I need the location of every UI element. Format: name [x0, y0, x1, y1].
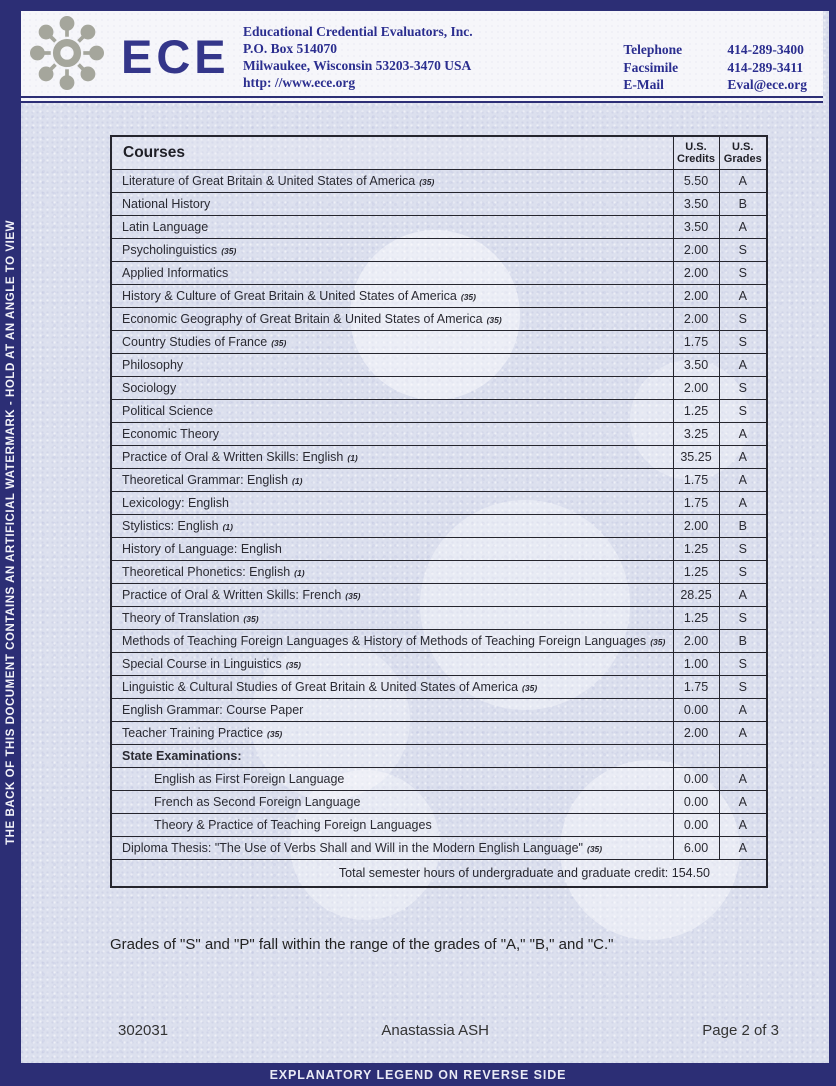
table-row: [111, 261, 767, 284]
email-value: Eval@ece.org: [727, 77, 807, 92]
email-label: E-Mail: [623, 77, 664, 92]
course-name: Theoretical Phonetics: English: [122, 564, 291, 579]
course-name: English Grammar: Course Paper: [122, 702, 304, 717]
footnote-reference: (1): [292, 475, 303, 486]
total-value: 154.50: [671, 865, 710, 880]
footnote-reference: (35): [650, 636, 666, 647]
table-footer: [111, 859, 767, 887]
course-name-cell: [111, 307, 673, 330]
course-name: Lexicology: English: [122, 495, 230, 510]
table-row: [111, 652, 767, 675]
credits-cell: 1.75: [673, 468, 719, 491]
course-name-cell: [111, 353, 673, 376]
footnote-reference: (35): [285, 659, 301, 670]
grade-cell: A: [719, 813, 767, 836]
table-row: [111, 376, 767, 399]
credits-cell: 1.75: [673, 675, 719, 698]
footnote-reference: (1): [294, 567, 305, 578]
course-name-cell: [111, 169, 673, 192]
grade-cell: S: [719, 560, 767, 583]
credits-cell: 35.25: [673, 445, 719, 468]
org-name: Educational Credential Evaluators, Inc.: [243, 24, 473, 39]
ece-logo-text: ECE: [121, 30, 230, 83]
course-name: Methods of Teaching Foreign Languages & History of Methods of Teaching Foreign Languages: [122, 633, 647, 648]
credits-cell: 2.00: [673, 284, 719, 307]
credits-cell: 3.50: [673, 353, 719, 376]
course-name: Sociology: [122, 380, 177, 395]
grade-cell: A: [719, 767, 767, 790]
page-indicator: Page 2 of 3: [702, 1022, 779, 1039]
course-name-cell: [111, 330, 673, 353]
grade-cell: S: [719, 399, 767, 422]
course-name-cell: [111, 238, 673, 261]
footnote-reference: (35): [460, 291, 476, 302]
course-name: Theoretical Grammar: English: [122, 472, 289, 487]
credits-cell: 2.00: [673, 307, 719, 330]
courses-table: [110, 135, 768, 888]
course-name-cell: [111, 767, 673, 790]
facsimile-value: 414-289-3411: [727, 59, 804, 75]
table-row: [111, 514, 767, 537]
grade-cell: A: [719, 698, 767, 721]
course-name-cell: [111, 560, 673, 583]
footnote-reference: (35): [486, 314, 502, 325]
course-name: Applied Informatics: [122, 265, 229, 280]
course-name: Practice of Oral & Written Skills: French: [122, 587, 342, 602]
grade-cell: A: [719, 215, 767, 238]
left-border-bar: [0, 0, 21, 1064]
credits-cell: 1.25: [673, 606, 719, 629]
course-name: Economic Theory: [122, 426, 220, 441]
course-name-cell: [111, 376, 673, 399]
grade-cell: A: [719, 790, 767, 813]
credits-cell: 2.00: [673, 261, 719, 284]
course-name-cell: [111, 790, 673, 813]
grade-cell: A: [719, 491, 767, 514]
course-name: Diploma Thesis: "The Use of Verbs Shall and Will in the Modern English Language": [122, 840, 583, 855]
telephone-label: Telephone: [623, 42, 683, 57]
course-name-cell: [111, 583, 673, 606]
course-name: Philosophy: [122, 357, 184, 372]
table-header: [111, 136, 767, 169]
credits-cell: 1.25: [673, 537, 719, 560]
grade-cell: A: [719, 169, 767, 192]
page-footer: [0, 1022, 836, 1039]
course-name: Psycholinguistics: [122, 242, 218, 257]
address-block: [243, 23, 473, 91]
grade-cell: S: [719, 330, 767, 353]
credits-cell: 3.25: [673, 422, 719, 445]
grade-cell: S: [719, 307, 767, 330]
grade-cell: A: [719, 284, 767, 307]
table-row: [111, 836, 767, 859]
course-name: Practice of Oral & Written Skills: English: [122, 449, 344, 464]
grade-cell: B: [719, 192, 767, 215]
table-row: [111, 813, 767, 836]
grade-cell: A: [719, 836, 767, 859]
footnote-reference: (1): [347, 452, 358, 463]
course-name-cell: [111, 629, 673, 652]
grade-cell: A: [719, 468, 767, 491]
course-name-cell: [111, 514, 673, 537]
credits-cell: 2.00: [673, 629, 719, 652]
table-row: [111, 537, 767, 560]
grade-cell: S: [719, 652, 767, 675]
footnote-reference: (35): [586, 843, 603, 854]
grade-cell: B: [719, 514, 767, 537]
course-name-cell: [111, 445, 673, 468]
course-name-cell: [111, 192, 673, 215]
course-name-cell: [111, 422, 673, 445]
credits-cell: 28.25: [673, 583, 719, 606]
total-row: [111, 859, 767, 887]
footnote-reference: (35): [267, 728, 283, 739]
credits-cell: 1.75: [673, 491, 719, 514]
table-row: [111, 767, 767, 790]
course-name: Literature of Great Britain & United States of America: [122, 173, 416, 188]
course-name-cell: [111, 261, 673, 284]
footnote-reference: (35): [345, 590, 361, 601]
course-name: Stylistics: English: [122, 518, 219, 533]
credits-cell: 1.25: [673, 560, 719, 583]
course-name: Linguistic & Cultural Studies of Great Britain & United States of America: [122, 679, 519, 694]
table-row: [111, 215, 767, 238]
credits-cell: 3.50: [673, 215, 719, 238]
credits-cell: 2.00: [673, 514, 719, 537]
table-row: [111, 422, 767, 445]
us-credits-column-header: U.S. Credits: [673, 136, 719, 169]
course-name: History & Culture of Great Britain & United States of America: [122, 288, 457, 303]
course-name-cell: [111, 813, 673, 836]
credits-cell: 0.00: [673, 813, 719, 836]
right-border-bar: [829, 0, 836, 1064]
table-body: [111, 169, 767, 859]
table-row: [111, 169, 767, 192]
bottom-border-bar: [0, 1063, 836, 1086]
course-name: French as Second Foreign Language: [154, 794, 361, 809]
table-row: [111, 675, 767, 698]
credits-cell: 2.00: [673, 238, 719, 261]
course-name: State Examinations:: [122, 748, 242, 763]
table-row: [111, 330, 767, 353]
course-name: Country Studies of France: [122, 334, 268, 349]
reference-number: 302031: [118, 1022, 169, 1039]
credits-cell: 0.00: [673, 767, 719, 790]
explanatory-legend-text: EXPLANATORY LEGEND ON REVERSE SIDE: [269, 1067, 567, 1082]
credits-cell: 1.00: [673, 652, 719, 675]
table-row: [111, 445, 767, 468]
table-row: [111, 790, 767, 813]
grade-cell: A: [719, 583, 767, 606]
footnote-reference: (35): [221, 245, 237, 256]
course-name-cell: [111, 399, 673, 422]
course-name: Political Science: [122, 403, 214, 418]
table-row: [111, 192, 767, 215]
footnote-reference: (1): [222, 521, 233, 532]
footnote-reference: (35): [522, 682, 538, 693]
course-name-cell: [111, 652, 673, 675]
facsimile-label: Facsimile: [623, 59, 679, 75]
table-row: [111, 238, 767, 261]
footnote-reference: (35): [271, 337, 287, 348]
course-name-cell: [111, 698, 673, 721]
course-name: Theory & Practice of Teaching Foreign Languages: [154, 817, 432, 832]
course-name-cell: [111, 836, 673, 859]
courses-column-header: Courses: [111, 136, 673, 169]
course-name: Economic Geography of Great Britain & United States of America: [122, 311, 483, 326]
grade-cell: B: [719, 629, 767, 652]
student-name: Anastassia ASH: [381, 1022, 489, 1039]
table-row: [111, 721, 767, 744]
table-row: [111, 468, 767, 491]
table-row: [111, 307, 767, 330]
course-name-cell: [111, 721, 673, 744]
course-name-cell: [111, 215, 673, 238]
grade-cell: A: [719, 721, 767, 744]
course-name-cell: [111, 491, 673, 514]
course-name-cell: [111, 744, 673, 767]
ece-molecule-logo-icon: [30, 16, 104, 90]
credits-cell: 6.00: [673, 836, 719, 859]
grade-cell: [719, 744, 767, 767]
credits-cell: 1.25: [673, 399, 719, 422]
table-row: [111, 560, 767, 583]
grade-cell: A: [719, 422, 767, 445]
grade-cell: A: [719, 445, 767, 468]
footnote-reference: (35): [243, 613, 259, 624]
city-line: Milwaukee, Wisconsin 53203-3470 USA: [243, 58, 472, 73]
table-row: [111, 284, 767, 307]
grade-cell: S: [719, 238, 767, 261]
grade-cell: A: [719, 353, 767, 376]
grade-cell: S: [719, 537, 767, 560]
grade-cell: S: [719, 675, 767, 698]
credits-cell: 3.50: [673, 192, 719, 215]
po-box-line: P.O. Box 514070: [243, 41, 338, 56]
table-row: [111, 629, 767, 652]
course-name-cell: [111, 468, 673, 491]
table-row: [111, 491, 767, 514]
credits-cell: [673, 744, 719, 767]
course-name-cell: [111, 675, 673, 698]
course-name: National History: [122, 196, 211, 211]
letterhead: [21, 11, 823, 103]
course-name: History of Language: English: [122, 541, 282, 556]
table-row: [111, 583, 767, 606]
website-line: http: //www.ece.org: [243, 75, 356, 90]
table-row: [111, 353, 767, 376]
credits-cell: 0.00: [673, 790, 719, 813]
course-name: Latin Language: [122, 219, 209, 234]
course-name: English as First Foreign Language: [154, 771, 345, 786]
course-name-cell: [111, 606, 673, 629]
course-name: Teacher Training Practice: [122, 725, 264, 740]
table-row: [111, 744, 767, 767]
grade-cell: S: [719, 376, 767, 399]
contact-block: [623, 41, 807, 94]
table-row: [111, 399, 767, 422]
credits-cell: 2.00: [673, 376, 719, 399]
table-row: [111, 606, 767, 629]
grade-cell: S: [719, 261, 767, 284]
top-border-bar: [0, 0, 836, 11]
course-name-cell: [111, 284, 673, 307]
watermark-banner-text: THE BACK OF THIS DOCUMENT CONTAINS AN ARTIFICIAL WATERMARK - HOLD AT AN ANGLE TO VIEW: [4, 219, 17, 845]
grade-cell: S: [719, 606, 767, 629]
table-row: [111, 698, 767, 721]
total-label: Total semester hours of undergraduate and graduate credit:: [338, 865, 669, 880]
credits-cell: 2.00: [673, 721, 719, 744]
course-name: Special Course in Linguistics: [122, 656, 282, 671]
credits-cell: 0.00: [673, 698, 719, 721]
credits-cell: 1.75: [673, 330, 719, 353]
grades-note: Grades of "S" and "P" fall within the range of the grades of "A," "B," and "C.": [110, 936, 614, 953]
course-name: Theory of Translation: [122, 610, 240, 625]
footnote-reference: (35): [419, 176, 435, 187]
course-name-cell: [111, 537, 673, 560]
credits-cell: 5.50: [673, 169, 719, 192]
us-grades-column-header: U.S. Grades: [719, 136, 767, 169]
telephone-value: 414-289-3400: [727, 42, 804, 57]
